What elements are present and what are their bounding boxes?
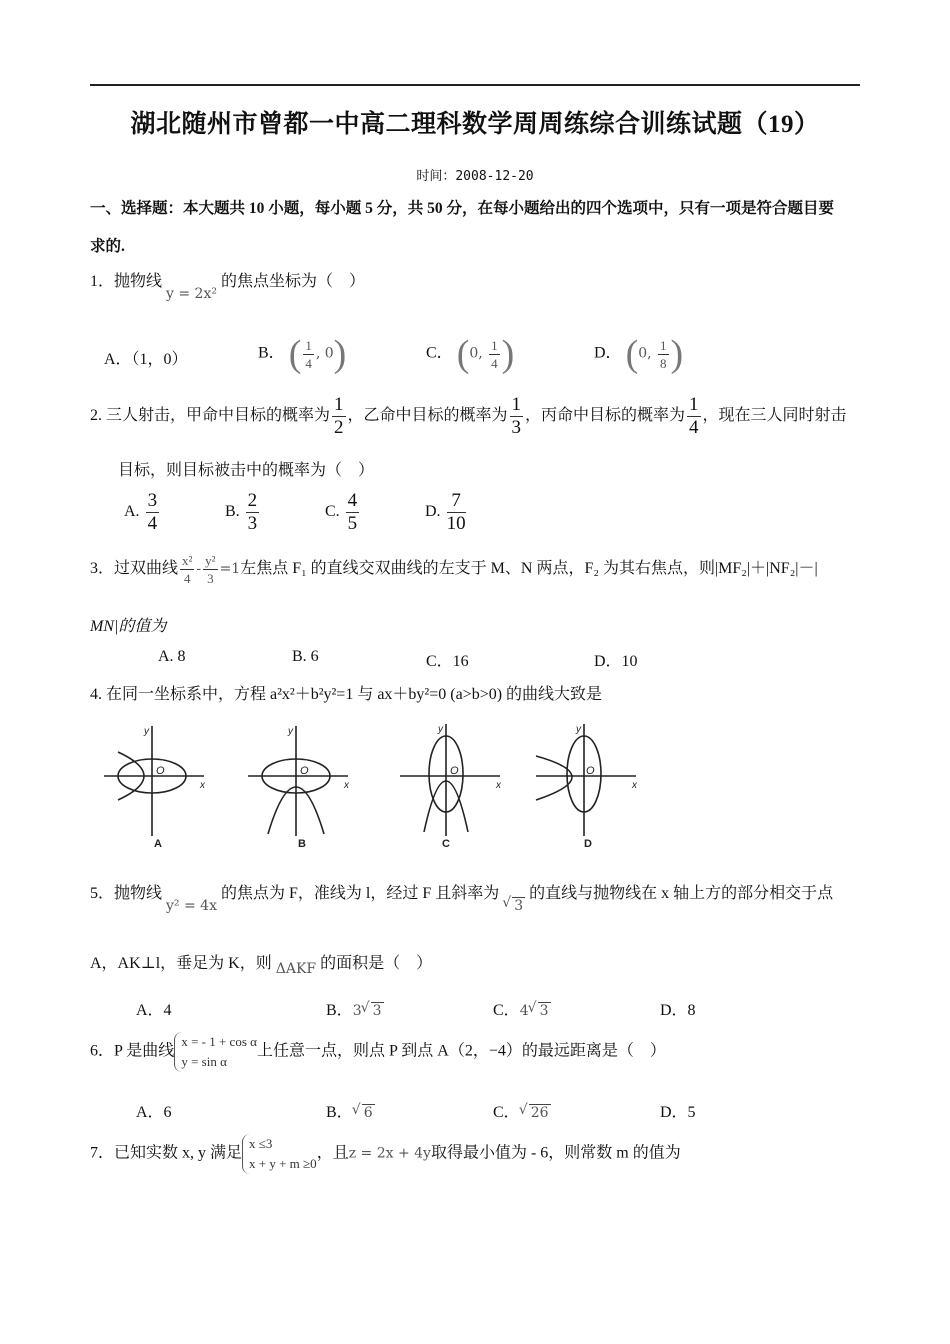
- q7-objective: z = 2x + 4y: [348, 1145, 431, 1162]
- q3-x-numerator: x²: [182, 553, 193, 568]
- q2-f2-denominator: 3: [511, 417, 522, 438]
- q2-a-denominator: 4: [147, 513, 158, 534]
- q5-line-2: [90, 950, 433, 977]
- q3-x-fraction: [180, 552, 194, 587]
- q1-b-numerator: 1: [305, 337, 312, 353]
- q5-option-c: [493, 997, 551, 1020]
- q1-option-d: [594, 334, 683, 374]
- q2-f3-denominator: 4: [689, 417, 699, 438]
- q5-c-radicand: √ 3: [538, 1002, 551, 1019]
- q5-option-a: A．4: [136, 1002, 172, 1019]
- q4-label-b: B: [298, 838, 306, 850]
- q1-b-fraction: [303, 337, 314, 372]
- q2-b-label: B.: [225, 503, 240, 521]
- section-heading-line1: 一、选择题：本大题共 10 小题，每小题 5 分，共 50 分，在每小题给出的四个选项中，只有一项是符合题目要: [90, 200, 835, 217]
- q5-prefix: 5．抛物线: [90, 885, 163, 902]
- q6-parametric-system: [174, 1032, 257, 1072]
- q1-b-left-paren: (: [288, 333, 302, 375]
- q1-b-rest: , 0: [315, 345, 334, 362]
- q3-option-c: C．16: [426, 653, 469, 670]
- q5-b-value: [353, 1003, 384, 1019]
- question-4: 4. 在同一坐标系中，方程 a²x²＋b²y²=1 与 ax＋by²=0 (a>b>0) 的曲线大致是: [90, 686, 603, 703]
- q7-suffix: 取得最小值为 - 6，则常数 m 的值为: [430, 1144, 681, 1162]
- q3-prefix: 3．过双曲线: [90, 560, 179, 578]
- q6-option-d: D．5: [660, 1104, 696, 1121]
- q4-b-origin: O: [300, 765, 309, 777]
- q4-graph-c: [400, 724, 500, 836]
- q4-graph-d: [536, 724, 636, 836]
- q2-f1-denominator: 2: [334, 417, 344, 438]
- q2-a-label: A.: [124, 503, 140, 521]
- q2-option-c: [325, 490, 361, 535]
- q5-c-value: [520, 1003, 551, 1019]
- q3-minus: -: [196, 561, 202, 578]
- q1-option-d-label: D．: [594, 344, 622, 362]
- q3-option-b: B. 6: [292, 648, 319, 665]
- question-2: [90, 394, 847, 439]
- q4-figure-set: [100, 720, 640, 856]
- q2-fraction-2: [510, 394, 524, 439]
- q1-d-pre: 0,: [638, 345, 657, 362]
- q4-a-origin: O: [156, 765, 165, 777]
- q2-b-denominator: 3: [247, 513, 258, 534]
- question-5: [90, 880, 834, 914]
- question-6: [90, 1032, 666, 1072]
- q6-option-a: A．6: [136, 1104, 172, 1121]
- q1-option-c-label: C．: [426, 344, 453, 362]
- question-1: [90, 268, 365, 302]
- q5-b-coefficient: 3: [352, 1003, 362, 1019]
- q4-a-axis-y: y: [144, 726, 149, 737]
- q1-c-denominator: 4: [491, 355, 498, 371]
- q2-text-4: ，现在三人同时射击: [702, 407, 847, 425]
- q4-b-axis-y: y: [288, 726, 293, 737]
- q1-c-left-paren: (: [456, 333, 470, 375]
- q5-suffix: 的直线与抛物线在 x 轴上方的部分相交于点: [529, 885, 834, 902]
- q5-triangle: ΔAKF: [275, 961, 317, 977]
- q2-c-numerator: 4: [347, 490, 358, 511]
- q5-formula: y² = 4x: [166, 898, 217, 914]
- q5-c-coefficient: 4: [519, 1003, 529, 1019]
- q2-b-fraction: [246, 490, 260, 535]
- q6-system-line-1: x = - 1 + cos α: [181, 1034, 257, 1049]
- q2-a-numerator: 3: [147, 490, 158, 511]
- q4-c-origin: O: [450, 765, 459, 777]
- q7-system-line-1: x ≤3: [249, 1136, 273, 1151]
- question-3: [90, 552, 818, 587]
- q2-fraction-3: [687, 394, 701, 439]
- q2-option-d: [425, 490, 468, 535]
- q3-equals: =1: [219, 561, 241, 578]
- q1-option-c: [426, 334, 514, 374]
- q1-d-denominator: 8: [660, 355, 667, 371]
- q5-line-2-b: 的面积是（ ）: [320, 955, 433, 972]
- question-7: [90, 1134, 681, 1174]
- q6-option-c: [493, 1099, 551, 1122]
- q3-y-denominator: 3: [207, 571, 214, 586]
- q4-label-a: A: [154, 838, 162, 850]
- q4-c-axis-x: x: [496, 780, 501, 791]
- q2-f2-numerator: 1: [511, 394, 522, 415]
- q4-c-axis-y: y: [438, 724, 443, 735]
- q6-c-radicand: √ 26: [529, 1104, 551, 1121]
- q6-b-radicand: √ 6: [362, 1104, 375, 1121]
- q6-c-label: C．: [493, 1104, 520, 1121]
- q2-b-numerator: 2: [247, 490, 258, 511]
- q1-d-numerator: 1: [660, 337, 667, 353]
- q7-constraint-system: [242, 1134, 317, 1174]
- q1-formula: y = 2x²: [166, 286, 217, 302]
- q3-line-2: MN|的值为: [90, 618, 167, 635]
- q5-option-b: [326, 997, 384, 1020]
- exam-date: 时间：2008-12-20: [416, 169, 534, 184]
- q4-label-c: C: [442, 838, 450, 850]
- q3-option-a: A. 8: [158, 648, 186, 665]
- q1-c-numerator: 1: [491, 337, 498, 353]
- q4-graph-b: [248, 726, 348, 836]
- q1-c-fraction: [489, 337, 500, 372]
- q7-prefix: 7．已知实数 x, y 满足: [90, 1144, 243, 1162]
- q1-d-right-paren: ): [670, 333, 684, 375]
- q2-d-fraction: [447, 490, 466, 535]
- q2-d-numerator: 7: [447, 490, 466, 513]
- q1-suffix: 的焦点坐标为（ ）: [220, 273, 365, 290]
- q2-fraction-1: [332, 394, 346, 439]
- q3-y-numerator: y²: [205, 553, 216, 568]
- page-title: 湖北随州市曾都一中高二理科数学周周练综合训练试题（19）: [130, 111, 820, 138]
- q1-prefix: 1．抛物线: [90, 273, 163, 290]
- q2-c-denominator: 5: [347, 513, 358, 534]
- q3-option-d: D．10: [594, 653, 638, 670]
- q5-middle: 的焦点为 F，准线为 l，经过 F 且斜率为: [220, 885, 500, 902]
- q1-d-fraction: [658, 337, 669, 372]
- q2-text-1: 2. 三人射击，甲命中目标的概率为: [90, 407, 331, 425]
- q3-suffix: 左焦点 F₁ 的直线交双曲线的左支于 M、N 两点，F₂ 为其右焦点，则|MF₂|＋|NF₂|－|: [240, 560, 818, 578]
- q5-slope: [503, 898, 525, 914]
- q2-d-denominator: 10: [446, 513, 466, 534]
- q4-label-d: D: [584, 838, 592, 850]
- q2-option-b: [225, 490, 261, 535]
- top-rule: [90, 84, 860, 86]
- q4-d-axis-x: x: [632, 780, 637, 791]
- q2-c-label: C.: [325, 503, 340, 521]
- q3-x-denominator: 4: [183, 571, 191, 586]
- q5-b-label: B．: [326, 1002, 353, 1019]
- q2-c-fraction: [346, 490, 360, 535]
- q2-f3-numerator: 1: [689, 394, 699, 415]
- q3-y-fraction: [203, 552, 217, 587]
- q1-option-b-label: B．: [258, 344, 285, 362]
- q2-f1-numerator: 1: [334, 394, 344, 415]
- q6-b-label: B．: [326, 1104, 353, 1121]
- q2-d-label: D.: [425, 503, 441, 521]
- q2-line-2: 目标，则目标被击中的概率为（ ）: [118, 462, 375, 479]
- q4-b-axis-x: x: [344, 780, 349, 791]
- q5-line-2-a: A，AK⊥l，垂足为 K，则: [90, 955, 272, 972]
- q6-option-b: [326, 1099, 375, 1122]
- q7-middle: ，且: [316, 1144, 349, 1162]
- q5-option-d: D．8: [660, 1002, 696, 1019]
- q5-slope-radicand: √ 3: [512, 897, 525, 914]
- q6-prefix: 6．P 是曲线: [90, 1042, 175, 1060]
- q6-suffix: 上任意一点，则点 P 到点 A（2，−4）的最远距离是（ ）: [256, 1042, 666, 1060]
- q2-text-3: ，丙命中目标的概率为: [525, 407, 686, 425]
- q5-c-label: C．: [493, 1002, 520, 1019]
- q1-option-b: [258, 334, 346, 374]
- q1-b-denominator: 4: [305, 355, 312, 371]
- q1-option-a: A．（1，0）: [104, 351, 188, 368]
- q1-b-right-paren: ): [333, 333, 347, 375]
- q1-d-left-paren: (: [625, 333, 639, 375]
- q6-system-line-2: y = sin α: [181, 1054, 227, 1069]
- q2-a-fraction: [146, 490, 160, 535]
- q2-option-a: [124, 490, 161, 535]
- q4-a-axis-x: x: [200, 780, 205, 791]
- q1-c-pre: 0,: [469, 345, 488, 362]
- q4-graph-a: [104, 726, 204, 836]
- q1-c-right-paren: ): [501, 333, 515, 375]
- q5-b-radicand: √ 3: [371, 1002, 384, 1019]
- section-heading-line2: 求的.: [90, 238, 125, 255]
- q4-d-origin: O: [586, 765, 595, 777]
- q7-system-line-2: x + y + m ≥0: [249, 1156, 317, 1171]
- q4-d-axis-y: y: [576, 724, 581, 735]
- q2-text-2: ，乙命中目标的概率为: [347, 407, 508, 425]
